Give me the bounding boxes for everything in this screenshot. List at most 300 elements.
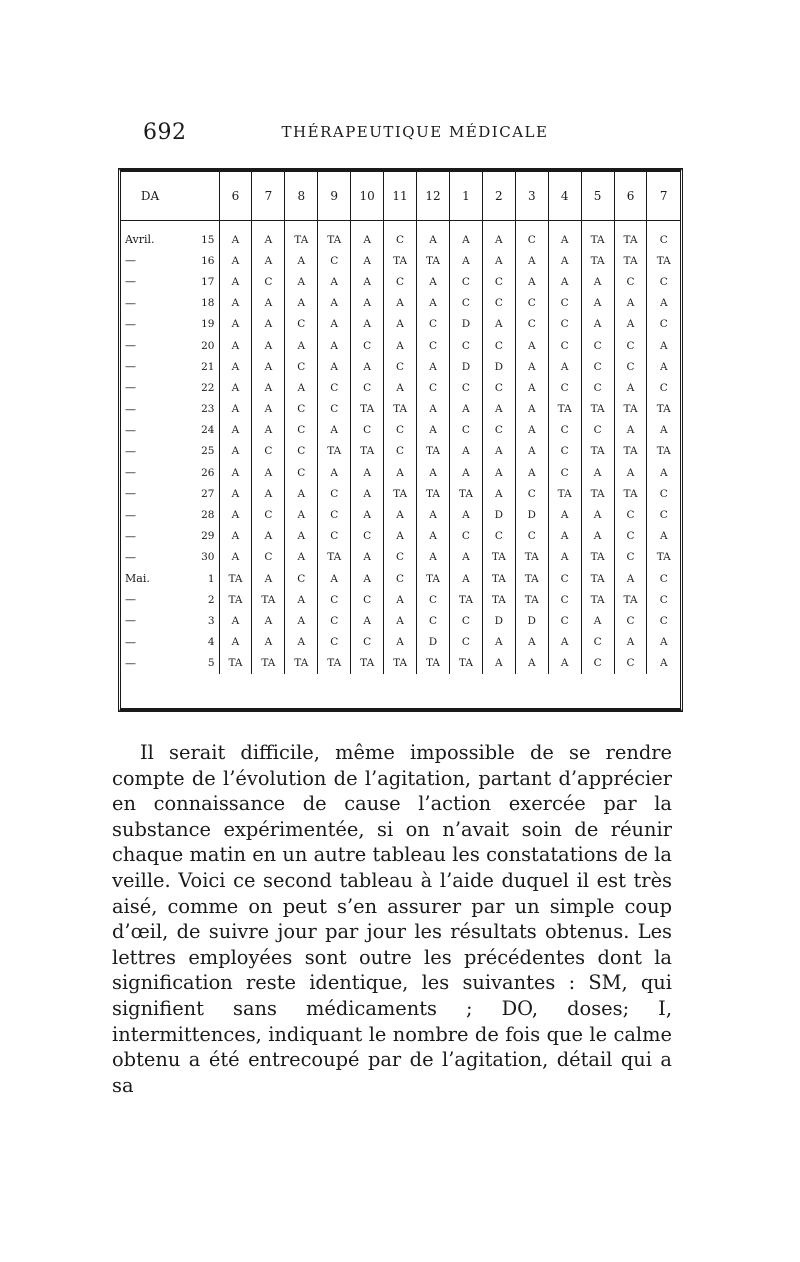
observation-cell: A bbox=[384, 526, 417, 547]
observation-cell: C bbox=[482, 420, 515, 441]
observation-cell: C bbox=[515, 314, 548, 335]
observation-cell: C bbox=[548, 589, 581, 610]
observation-cell: TA bbox=[614, 441, 647, 462]
table-row bbox=[121, 568, 680, 589]
observation-cell: A bbox=[515, 271, 548, 292]
observation-cell: TA bbox=[384, 653, 417, 674]
observation-cell: A bbox=[647, 462, 680, 483]
observation-cell: A bbox=[351, 483, 384, 504]
observation-cell: TA bbox=[515, 589, 548, 610]
observation-cell: TA bbox=[351, 653, 384, 674]
observation-cell: A bbox=[252, 420, 285, 441]
day-cell: 30 bbox=[201, 551, 215, 564]
observation-cell: A bbox=[285, 504, 318, 525]
observation-cell: A bbox=[252, 399, 285, 420]
observation-cell: A bbox=[351, 504, 384, 525]
observation-cell: A bbox=[351, 356, 384, 377]
observation-cell: TA bbox=[581, 568, 614, 589]
day-cell: 15 bbox=[201, 233, 215, 246]
observation-cell: TA bbox=[482, 547, 515, 568]
observation-cell: C bbox=[384, 271, 417, 292]
observation-cell: A bbox=[548, 356, 581, 377]
observation-cell: C bbox=[252, 547, 285, 568]
observation-cell: C bbox=[449, 610, 482, 631]
table-row bbox=[121, 420, 680, 441]
observation-cell: A bbox=[417, 399, 450, 420]
observation-cell: A bbox=[384, 504, 417, 525]
day-cell: 2 bbox=[207, 593, 215, 606]
observation-cell: TA bbox=[219, 653, 252, 674]
column-header: 6 bbox=[219, 172, 252, 221]
observation-cell: TA bbox=[285, 653, 318, 674]
header-spacer bbox=[179, 172, 219, 221]
observation-cell: C bbox=[482, 526, 515, 547]
observation-cell: A bbox=[482, 314, 515, 335]
month-cell: Avril. bbox=[125, 233, 155, 247]
observation-cell: TA bbox=[417, 441, 450, 462]
month-cell: — bbox=[125, 614, 136, 628]
observation-cell: C bbox=[548, 610, 581, 631]
observation-cell: C bbox=[647, 568, 680, 589]
observation-cell: A bbox=[449, 221, 482, 251]
observation-cell: A bbox=[581, 610, 614, 631]
observation-cell: A bbox=[285, 547, 318, 568]
observation-cell: A bbox=[219, 250, 252, 271]
table-row bbox=[121, 399, 680, 420]
observation-cell: TA bbox=[581, 441, 614, 462]
table-header-row bbox=[121, 172, 680, 221]
observation-cell: C bbox=[285, 568, 318, 589]
observation-cell: A bbox=[581, 526, 614, 547]
observation-cell: C bbox=[449, 271, 482, 292]
observation-cell: C bbox=[548, 568, 581, 589]
column-header: 2 bbox=[482, 172, 515, 221]
observation-cell: TA bbox=[417, 653, 450, 674]
observation-cell: TA bbox=[417, 250, 450, 271]
observation-cell: A bbox=[252, 250, 285, 271]
observation-cell: C bbox=[647, 483, 680, 504]
observation-cell: A bbox=[384, 377, 417, 398]
observation-cell: A bbox=[219, 420, 252, 441]
observation-cell: TA bbox=[515, 568, 548, 589]
observation-cell: A bbox=[647, 293, 680, 314]
month-cell: — bbox=[125, 339, 136, 353]
observation-cell: A bbox=[219, 221, 252, 251]
observation-cell: D bbox=[449, 314, 482, 335]
observation-cell: C bbox=[614, 653, 647, 674]
observation-cell: C bbox=[384, 441, 417, 462]
observation-cell: A bbox=[252, 293, 285, 314]
observation-cell: C bbox=[647, 377, 680, 398]
table-row bbox=[121, 483, 680, 504]
observation-cell: A bbox=[449, 568, 482, 589]
day-cell: 21 bbox=[201, 360, 215, 373]
day-cell: 3 bbox=[207, 614, 215, 627]
observation-cell: C bbox=[647, 314, 680, 335]
observation-cell: A bbox=[252, 377, 285, 398]
table-row bbox=[121, 610, 680, 631]
observation-cell: C bbox=[449, 526, 482, 547]
observation-cell: TA bbox=[285, 221, 318, 251]
observation-cell: TA bbox=[384, 250, 417, 271]
observation-cell: TA bbox=[449, 589, 482, 610]
observation-cell: A bbox=[318, 568, 351, 589]
observation-cell: A bbox=[351, 462, 384, 483]
observation-cell: A bbox=[252, 462, 285, 483]
observation-cell: A bbox=[647, 653, 680, 674]
observation-cell: A bbox=[285, 632, 318, 653]
observation-cell: A bbox=[647, 420, 680, 441]
month-cell: — bbox=[125, 360, 136, 374]
observation-cell: A bbox=[252, 335, 285, 356]
observation-cell: A bbox=[614, 377, 647, 398]
observation-cell: TA bbox=[219, 568, 252, 589]
day-cell: 28 bbox=[201, 509, 215, 522]
observation-cell: A bbox=[285, 250, 318, 271]
observation-cell: A bbox=[548, 250, 581, 271]
observation-cell: A bbox=[515, 250, 548, 271]
column-header: 6 bbox=[614, 172, 647, 221]
observation-cell: A bbox=[482, 250, 515, 271]
month-cell: Mai. bbox=[125, 572, 150, 586]
observation-cell: A bbox=[647, 526, 680, 547]
observation-cell: TA bbox=[614, 250, 647, 271]
observation-cell: C bbox=[417, 377, 450, 398]
observation-cell: C bbox=[614, 526, 647, 547]
observation-cell: TA bbox=[581, 221, 614, 251]
observation-cell: C bbox=[285, 314, 318, 335]
table-row bbox=[121, 250, 680, 271]
observation-cell: D bbox=[515, 504, 548, 525]
day-cell: 4 bbox=[207, 636, 215, 649]
observation-cell: A bbox=[285, 610, 318, 631]
column-header: 12 bbox=[417, 172, 450, 221]
observation-cell: C bbox=[515, 293, 548, 314]
observation-cell: C bbox=[449, 293, 482, 314]
observation-cell: C bbox=[318, 589, 351, 610]
observation-cell: C bbox=[384, 568, 417, 589]
observation-cell: TA bbox=[581, 547, 614, 568]
observation-cell: TA bbox=[417, 483, 450, 504]
table-row bbox=[121, 547, 680, 568]
observation-cell: A bbox=[515, 420, 548, 441]
observation-cell: A bbox=[219, 271, 252, 292]
agitation-table bbox=[121, 172, 680, 674]
observation-cell: A bbox=[384, 293, 417, 314]
observation-cell: A bbox=[515, 377, 548, 398]
observation-cell: A bbox=[482, 221, 515, 251]
column-header: 5 bbox=[581, 172, 614, 221]
observation-cell: C bbox=[252, 271, 285, 292]
day-cell: 26 bbox=[201, 466, 215, 479]
observation-cell: TA bbox=[647, 250, 680, 271]
observation-cell: A bbox=[318, 356, 351, 377]
observation-cell: TA bbox=[351, 399, 384, 420]
observation-cell: A bbox=[647, 335, 680, 356]
observation-cell: A bbox=[384, 632, 417, 653]
observation-cell: TA bbox=[449, 653, 482, 674]
observation-cell: A bbox=[219, 526, 252, 547]
observation-cell: C bbox=[614, 504, 647, 525]
observation-cell: TA bbox=[252, 589, 285, 610]
observation-cell: A bbox=[351, 314, 384, 335]
table-row bbox=[121, 356, 680, 377]
observation-cell: A bbox=[219, 356, 252, 377]
observation-cell: A bbox=[515, 399, 548, 420]
observation-cell: A bbox=[219, 377, 252, 398]
observation-cell: TA bbox=[417, 568, 450, 589]
observation-cell: A bbox=[351, 293, 384, 314]
table-row bbox=[121, 314, 680, 335]
observation-cell: A bbox=[515, 356, 548, 377]
observation-cell: A bbox=[515, 462, 548, 483]
month-cell: — bbox=[125, 508, 136, 522]
observation-cell: A bbox=[614, 632, 647, 653]
observation-cell: A bbox=[581, 271, 614, 292]
observation-cell: C bbox=[548, 462, 581, 483]
observation-cell: C bbox=[581, 335, 614, 356]
day-cell: 24 bbox=[201, 424, 215, 437]
day-cell: 23 bbox=[201, 403, 215, 416]
observation-cell: A bbox=[449, 399, 482, 420]
observation-cell: A bbox=[252, 610, 285, 631]
observation-cell: C bbox=[351, 377, 384, 398]
observation-cell: A bbox=[417, 293, 450, 314]
observation-cell: C bbox=[581, 356, 614, 377]
observation-cell: TA bbox=[614, 589, 647, 610]
observation-cell: A bbox=[417, 420, 450, 441]
observation-cell: C bbox=[449, 632, 482, 653]
observation-cell: A bbox=[351, 610, 384, 631]
observation-cell: A bbox=[482, 483, 515, 504]
observation-cell: A bbox=[515, 441, 548, 462]
observation-cell: A bbox=[417, 547, 450, 568]
observation-cell: C bbox=[449, 377, 482, 398]
observation-cell: C bbox=[515, 221, 548, 251]
month-cell: — bbox=[125, 487, 136, 501]
observation-cell: TA bbox=[581, 589, 614, 610]
observation-cell: A bbox=[417, 462, 450, 483]
observation-cell: A bbox=[449, 441, 482, 462]
observation-cell: C bbox=[647, 504, 680, 525]
observation-cell: TA bbox=[548, 483, 581, 504]
observation-cell: A bbox=[614, 568, 647, 589]
observation-cell: A bbox=[515, 632, 548, 653]
observation-cell: TA bbox=[384, 399, 417, 420]
observation-cell: D bbox=[417, 632, 450, 653]
observation-cell: A bbox=[252, 356, 285, 377]
observation-cell: D bbox=[482, 610, 515, 631]
observation-cell: C bbox=[285, 441, 318, 462]
observation-cell: A bbox=[318, 420, 351, 441]
observation-cell: C bbox=[482, 293, 515, 314]
column-header: 9 bbox=[318, 172, 351, 221]
table-row bbox=[121, 504, 680, 525]
column-header: 8 bbox=[285, 172, 318, 221]
paragraph: Il serait difficile, même impossible de se rendre compte de l’évolution de l’agitation, partant d’apprécier en connaissance de cause l’action exercée par la substance expérimentée, si on n’avait soin de réunir chaque matin en un autre tableau les constatations de la veille. Voici ce second tableau à l’aide duquel il est très aisé, comme on peut s’en assurer par un simple coup d’œil, de suivre jour par jour les résultats obtenus. Les lettres employées sont outre les précédentes dont la signification reste identique, les suivantes : SM, qui signifient sans médicaments ; DO, doses; I, intermittences, indiquant le nombre de fois que le calme obtenu a été entrecoupé par de l’agitation, détail qui a sa bbox=[112, 741, 672, 1097]
observation-cell: TA bbox=[351, 441, 384, 462]
observation-cell: C bbox=[252, 504, 285, 525]
column-header: 1 bbox=[449, 172, 482, 221]
table-row bbox=[121, 271, 680, 292]
month-cell: — bbox=[125, 381, 136, 395]
observation-cell: A bbox=[614, 420, 647, 441]
observation-cell: A bbox=[285, 293, 318, 314]
day-cell: 22 bbox=[201, 381, 215, 394]
observation-cell: C bbox=[548, 441, 581, 462]
day-cell: 19 bbox=[201, 318, 215, 331]
observation-cell: A bbox=[417, 271, 450, 292]
observation-cell: C bbox=[285, 399, 318, 420]
observation-cell: C bbox=[351, 526, 384, 547]
observation-cell: C bbox=[417, 314, 450, 335]
body-text bbox=[112, 740, 672, 1098]
observation-cell: A bbox=[318, 293, 351, 314]
observation-cell: A bbox=[482, 632, 515, 653]
month-cell: — bbox=[125, 423, 136, 437]
observation-cell: TA bbox=[318, 547, 351, 568]
observation-cell: A bbox=[384, 335, 417, 356]
day-cell: 5 bbox=[207, 657, 215, 670]
observation-cell: A bbox=[219, 547, 252, 568]
month-cell: — bbox=[125, 550, 136, 564]
observation-cell: C bbox=[318, 526, 351, 547]
observation-cell: TA bbox=[548, 399, 581, 420]
observation-cell: A bbox=[482, 441, 515, 462]
month-cell: — bbox=[125, 444, 136, 458]
observation-cell: A bbox=[515, 653, 548, 674]
table-body bbox=[121, 221, 680, 674]
table-row bbox=[121, 526, 680, 547]
observation-cell: TA bbox=[318, 653, 351, 674]
observation-cell: A bbox=[482, 653, 515, 674]
observation-cell: A bbox=[351, 221, 384, 251]
table-row bbox=[121, 589, 680, 610]
observation-cell: C bbox=[581, 377, 614, 398]
day-cell: 27 bbox=[201, 487, 215, 500]
column-header: 10 bbox=[351, 172, 384, 221]
day-cell: 18 bbox=[201, 297, 215, 310]
observation-cell: C bbox=[614, 271, 647, 292]
observation-cell: A bbox=[417, 504, 450, 525]
month-cell: — bbox=[125, 296, 136, 310]
observation-cell: C bbox=[548, 420, 581, 441]
observation-cell: C bbox=[285, 420, 318, 441]
observation-cell: A bbox=[219, 504, 252, 525]
observation-cell: TA bbox=[581, 250, 614, 271]
observation-cell: C bbox=[614, 356, 647, 377]
observation-cell: C bbox=[449, 420, 482, 441]
observation-cell: TA bbox=[647, 399, 680, 420]
observation-cell: C bbox=[548, 314, 581, 335]
observation-cell: A bbox=[384, 589, 417, 610]
table-row bbox=[121, 221, 680, 251]
observation-cell: C bbox=[614, 610, 647, 631]
month-cell: — bbox=[125, 402, 136, 416]
observation-cell: TA bbox=[515, 547, 548, 568]
table-row bbox=[121, 377, 680, 398]
observation-cell: C bbox=[614, 547, 647, 568]
observation-cell: A bbox=[614, 314, 647, 335]
month-cell: — bbox=[125, 317, 136, 331]
observation-cell: C bbox=[548, 377, 581, 398]
observation-cell: TA bbox=[219, 589, 252, 610]
observation-cell: A bbox=[548, 632, 581, 653]
observation-cell: A bbox=[581, 462, 614, 483]
observation-cell: A bbox=[252, 483, 285, 504]
table-row bbox=[121, 653, 680, 674]
observation-cell: A bbox=[285, 377, 318, 398]
observation-cell: C bbox=[515, 483, 548, 504]
month-cell: — bbox=[125, 593, 136, 607]
page-number: 692 bbox=[143, 120, 187, 145]
observation-cell: C bbox=[384, 420, 417, 441]
observation-cell: A bbox=[219, 441, 252, 462]
observation-cell: A bbox=[548, 221, 581, 251]
observation-cell: A bbox=[581, 314, 614, 335]
observation-cell: C bbox=[384, 356, 417, 377]
observation-cell: A bbox=[482, 462, 515, 483]
month-cell: — bbox=[125, 466, 136, 480]
observation-cell: TA bbox=[581, 399, 614, 420]
observation-cell: A bbox=[252, 632, 285, 653]
observation-cell: A bbox=[351, 271, 384, 292]
observation-cell: A bbox=[219, 335, 252, 356]
observation-cell: A bbox=[482, 399, 515, 420]
observation-cell: A bbox=[318, 335, 351, 356]
observation-cell: A bbox=[219, 632, 252, 653]
month-cell: — bbox=[125, 529, 136, 543]
observation-cell: A bbox=[219, 293, 252, 314]
observation-cell: C bbox=[581, 420, 614, 441]
observation-cell: A bbox=[614, 293, 647, 314]
observation-cell: TA bbox=[482, 568, 515, 589]
observation-cell: A bbox=[515, 335, 548, 356]
observation-cell: A bbox=[647, 632, 680, 653]
table-row bbox=[121, 632, 680, 653]
observation-cell: C bbox=[647, 589, 680, 610]
observation-table bbox=[118, 168, 683, 712]
observation-cell: A bbox=[219, 314, 252, 335]
header-label: DA bbox=[121, 172, 179, 221]
table-row bbox=[121, 462, 680, 483]
observation-cell: C bbox=[351, 420, 384, 441]
observation-cell: C bbox=[581, 632, 614, 653]
column-header: 7 bbox=[647, 172, 680, 221]
observation-cell: A bbox=[449, 504, 482, 525]
observation-cell: C bbox=[285, 356, 318, 377]
observation-cell: A bbox=[219, 462, 252, 483]
observation-cell: C bbox=[318, 483, 351, 504]
observation-cell: A bbox=[252, 568, 285, 589]
observation-cell: C bbox=[351, 632, 384, 653]
observation-cell: A bbox=[219, 483, 252, 504]
observation-cell: A bbox=[548, 271, 581, 292]
column-header: 3 bbox=[515, 172, 548, 221]
observation-cell: A bbox=[581, 504, 614, 525]
observation-cell: C bbox=[417, 589, 450, 610]
observation-cell: C bbox=[417, 335, 450, 356]
day-cell: 29 bbox=[201, 530, 215, 543]
observation-cell: C bbox=[351, 589, 384, 610]
observation-cell: A bbox=[285, 589, 318, 610]
observation-cell: A bbox=[318, 462, 351, 483]
observation-cell: D bbox=[482, 356, 515, 377]
month-cell: — bbox=[125, 656, 136, 670]
observation-cell: TA bbox=[614, 399, 647, 420]
observation-cell: C bbox=[482, 335, 515, 356]
observation-cell: TA bbox=[449, 483, 482, 504]
